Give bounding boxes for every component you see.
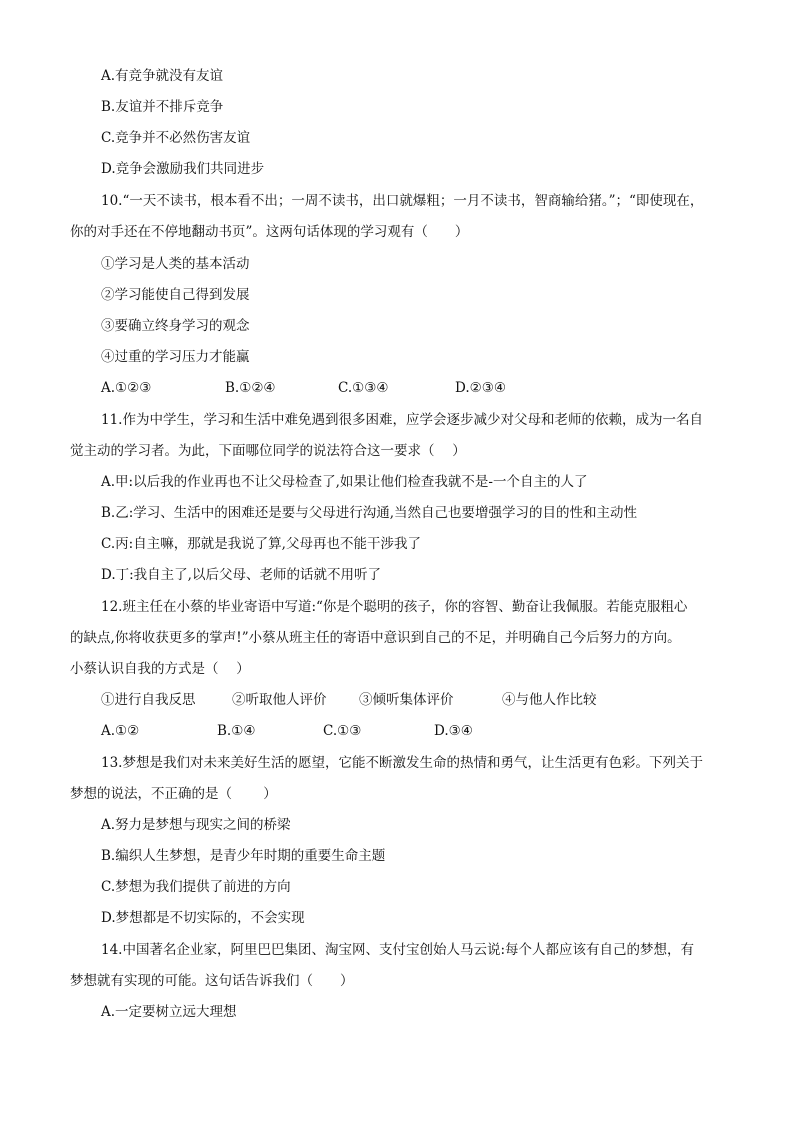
q12-statement-3: ③倾听集体评价 xyxy=(359,692,454,708)
q12-statement-4: ④与他人作比较 xyxy=(502,692,597,708)
q12-choice-c: C.①③ xyxy=(323,723,362,739)
q12-choices xyxy=(101,721,534,741)
q9-option-d: D.竞争会激励我们共同进步 xyxy=(101,161,265,177)
q13-option-d: D.梦想都是不切实际的，不会实现 xyxy=(101,910,305,926)
q10-statement-3: ③要确立终身学习的观念 xyxy=(101,318,250,334)
q13-option-b: B.编织人生梦想，是青少年时期的重要生命主题 xyxy=(101,848,386,864)
q10-choice-b: B.①②④ xyxy=(225,380,276,396)
q12-choice-d: D.③④ xyxy=(434,723,473,739)
q11-option-d: D.丁:我自主了,以后父母、老师的话就不用听了 xyxy=(101,567,381,583)
q11-option-b: B.乙:学习、生活中的困难还是要与父母进行沟通,当然自己也要增强学习的目的性和主动性 xyxy=(101,505,638,521)
q10-choice-c: C.①③④ xyxy=(338,380,389,396)
q12-statement-2: ②听取他人评价 xyxy=(232,692,327,708)
q14-stem-line2: 梦想就有实现的可能。这句话告诉我们（ ） xyxy=(70,973,354,989)
q13-stem-line2: 梦想的说法，不正确的是（ ） xyxy=(70,786,277,802)
q12-stem-line2: 的缺点,你将收获更多的掌声!”小蔡从班主任的寄语中意识到自己的不足，并明确自己今后努力的方向。 xyxy=(70,630,681,646)
q11-stem-line1: 11.作为中学生，学习和生活中难免遇到很多困难，应学会逐步减少对父母和老师的依赖，成为一名自 xyxy=(101,412,703,428)
q12-statement-1: ①进行自我反思 xyxy=(101,692,196,708)
q12-stem-line1: 12.班主任在小蔡的毕业寄语中写道:“你是个聪明的孩子，你的容智、勤奋让我佩服。若能克服粗心 xyxy=(101,599,688,615)
q11-option-a: A.甲:以后我的作业再也不让父母检查了,如果让他们检查我就不是-一个自主的人了 xyxy=(101,474,588,490)
q10-statement-2: ②学习能使自己得到发展 xyxy=(101,287,250,303)
q11-stem-line2: 觉主动的学习者。为此，下面哪位同学的说法符合这一要求（ ） xyxy=(70,443,466,459)
q14-stem-line1: 14.中国著名企业家，阿里巴巴集团、淘宝网、支付宝创始人马云说:每个人都应该有自己的梦想，有 xyxy=(101,942,695,958)
q12-choice-b: B.①④ xyxy=(217,723,256,739)
q10-choices xyxy=(101,378,555,398)
q13-option-a: A.努力是梦想与现实之间的桥梁 xyxy=(101,817,291,833)
q9-option-b: B.友谊并不排斥竞争 xyxy=(101,99,224,115)
q12-choice-a: A.①② xyxy=(101,723,140,739)
q10-choice-a: A.①②③ xyxy=(101,380,152,396)
q12-stem-line3: 小蔡认识自我的方式是（ ） xyxy=(70,661,250,677)
q9-option-a: A.有竞争就没有友谊 xyxy=(101,68,224,84)
q10-stem-line1: 10.“一天不读书，根本看不出；一周不读书，出口就爆粗；一月不读书，智商输给猪。”；“即使现在， xyxy=(101,193,704,209)
q12-statements xyxy=(101,690,622,710)
q10-statement-4: ④过重的学习压力才能赢 xyxy=(101,349,250,365)
q10-stem-line2: 你的对手还在不停地翻动书页”。这两句话体现的学习观有（ ） xyxy=(70,224,469,240)
q9-option-c: C.竞争并不必然伤害友谊 xyxy=(101,130,251,146)
q11-option-c: C.丙:自主嘛，那就是我说了算,父母再也不能干涉我了 xyxy=(101,536,421,552)
q10-choice-d: D.②③④ xyxy=(455,380,506,396)
q13-option-c: C.梦想为我们提供了前进的方向 xyxy=(101,879,291,895)
q13-stem-line1: 13.梦想是我们对未来美好生活的愿望，它能不断激发生命的热情和勇气，让生活更有色彩。下列关于 xyxy=(101,755,703,771)
q14-option-a: A.一定要树立远大理想 xyxy=(101,1004,237,1020)
q10-statement-1: ①学习是人类的基本活动 xyxy=(101,256,250,272)
